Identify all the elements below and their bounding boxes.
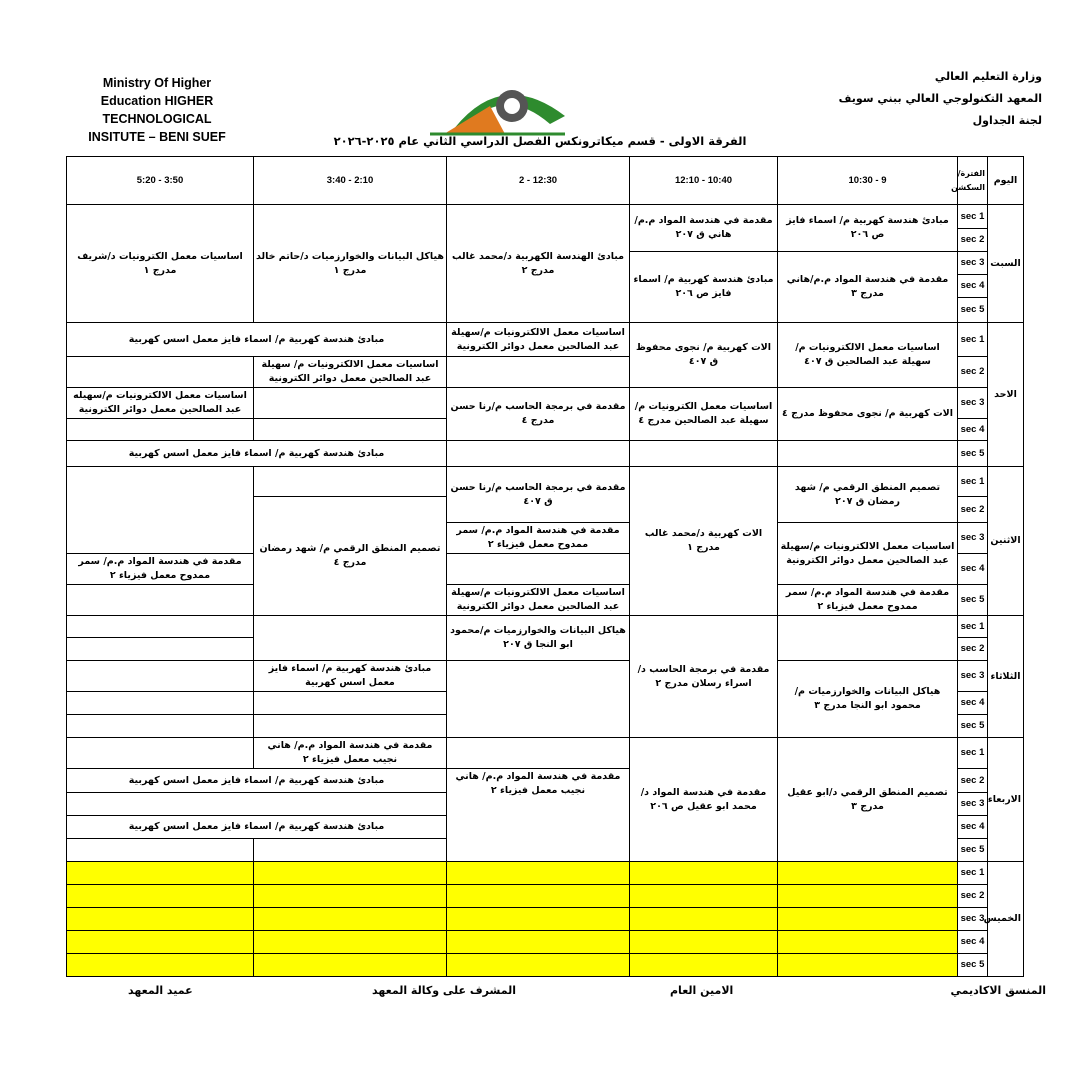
signature-coordinator: المنسق الاكاديمي bbox=[950, 984, 1046, 997]
section-label: sec 2 bbox=[958, 638, 988, 661]
schedule-cell: مبادئ هندسة كهربية م/ اسماء فايز معمل اسس كهربية bbox=[67, 816, 447, 839]
schedule-cell bbox=[67, 715, 254, 738]
schedule-cell bbox=[630, 441, 778, 467]
schedule-cell: مقدمة في هندسة المواد م.م/هاني ق ٢٠٧ bbox=[630, 205, 778, 252]
section-label: sec 5 bbox=[958, 954, 988, 977]
schedule-cell: مقدمة في برمجة الحاسب د/اسراء رسلان مدرج ٢ bbox=[630, 616, 778, 738]
section-label: sec 4 bbox=[958, 554, 988, 585]
schedule-cell: مبادئ هندسة كهربية م/ اسماء فايز ص ٢٠٦ bbox=[630, 252, 778, 323]
schedule-cell bbox=[778, 862, 958, 885]
schedule-cell: مقدمة في برمجة الحاسب م/رنا حسن مدرج ٤ bbox=[447, 388, 630, 441]
schedule-cell: الات كهربية د/محمد غالب مدرج ١ bbox=[630, 467, 778, 616]
day-label: الاربعاء bbox=[988, 738, 1024, 862]
schedule-cell bbox=[67, 585, 254, 616]
header-en-line: Education HIGHER bbox=[100, 94, 214, 108]
section-label: sec 2 bbox=[958, 497, 988, 523]
schedule-cell bbox=[67, 885, 254, 908]
schedule-cell: هياكل البيانات والخوارزميات د/حاتم خالد مدرج ١ bbox=[254, 205, 447, 323]
slot-header: 2:10 - 3:40 bbox=[254, 157, 447, 205]
schedule-cell: تصميم المنطق الرقمي م/ شهد رمضان ق ٢٠٧ bbox=[778, 467, 958, 523]
section-label: sec 2 bbox=[958, 229, 988, 252]
schedule-cell bbox=[254, 692, 447, 715]
schedule-cell bbox=[254, 388, 447, 419]
schedule-cell bbox=[778, 885, 958, 908]
schedule-cell bbox=[778, 908, 958, 931]
section-label: sec 3 bbox=[958, 661, 988, 692]
schedule-cell: اساسيات معمل الالكترونيات م/سهيله عبد الصالحين معمل دوائر الكترونية bbox=[67, 388, 254, 419]
schedule-table bbox=[66, 156, 1024, 977]
schedule-cell: مقدمة في هندسة المواد م.م/هاني مدرج ٣ bbox=[778, 252, 958, 323]
section-label: sec 3 bbox=[958, 793, 988, 816]
schedule-cell bbox=[447, 931, 630, 954]
schedule-cell: اساسيات معمل الالكترونيات م/ سهيلة عبد الصالحين ق ٤٠٧ bbox=[778, 323, 958, 388]
section-label: sec 5 bbox=[958, 839, 988, 862]
header-arabic bbox=[812, 66, 1042, 132]
schedule-cell bbox=[254, 715, 447, 738]
header-ar-line: وزارة التعليم العالي bbox=[934, 70, 1042, 83]
schedule-cell bbox=[254, 862, 447, 885]
schedule-cell: مبادئ الهندسة الكهربية د/محمد غالب مدرج ٢ bbox=[447, 205, 630, 323]
schedule-cell bbox=[447, 441, 630, 467]
schedule-cell bbox=[630, 885, 778, 908]
day-label: الخميس bbox=[988, 862, 1024, 977]
section-label: sec 5 bbox=[958, 585, 988, 616]
section-label: sec 1 bbox=[958, 205, 988, 229]
schedule-cell bbox=[254, 419, 447, 441]
section-label: sec 5 bbox=[958, 298, 988, 323]
schedule-cell bbox=[67, 661, 254, 692]
section-label: sec 4 bbox=[958, 692, 988, 715]
schedule-cell: هياكل البيانات والخوارزميات م/محمود ابو النجا مدرج ٣ bbox=[778, 661, 958, 738]
section-label: sec 2 bbox=[958, 769, 988, 793]
schedule-cell bbox=[254, 954, 447, 977]
schedule-cell bbox=[447, 954, 630, 977]
schedule-cell bbox=[630, 862, 778, 885]
schedule-cell: مبادئ هندسة كهربية م/ اسماء فايز معمل اسس كهربية bbox=[254, 661, 447, 692]
section-label: sec 3 bbox=[958, 523, 988, 554]
schedule-cell bbox=[630, 908, 778, 931]
section-label: sec 4 bbox=[958, 275, 988, 298]
section-label: sec 1 bbox=[958, 616, 988, 638]
schedule-cell: مقدمة في هندسة المواد م.م/ سمر ممدوح معمل فيزياء ٢ bbox=[778, 585, 958, 616]
schedule-cell: مقدمة في هندسة المواد م.م/ سمر ممدوح معمل فيزياء ٢ bbox=[67, 554, 254, 585]
signature-secretary: الامين العام bbox=[670, 984, 734, 997]
schedule-cell: مقدمة في هندسة المواد د/محمد ابو عقيل ص ٢٠٦ bbox=[630, 738, 778, 862]
signature-supervisor: المشرف على وكالة المعهد bbox=[372, 984, 516, 997]
schedule-cell bbox=[447, 738, 630, 769]
section-label: sec 3 bbox=[958, 252, 988, 275]
section-label: sec 2 bbox=[958, 885, 988, 908]
schedule-cell bbox=[67, 839, 254, 862]
schedule-cell bbox=[67, 793, 447, 816]
day-label: الاحد bbox=[988, 323, 1024, 467]
day-label: الاثنين bbox=[988, 467, 1024, 616]
schedule-cell bbox=[67, 738, 254, 769]
section-label: sec 2 bbox=[958, 357, 988, 388]
section-label: sec 5 bbox=[958, 715, 988, 738]
section-label: sec 1 bbox=[958, 467, 988, 497]
section-label: sec 4 bbox=[958, 931, 988, 954]
schedule-cell: اساسيات معمل الالكترونيات م/سهيلة عبد الصالحين معمل دوائر الكترونية bbox=[778, 523, 958, 585]
schedule-cell: مقدمة في هندسة المواد م.م/ سمر ممدوح معمل فيزياء ٢ bbox=[447, 523, 630, 554]
schedule-cell: مبادئ هندسة كهربية م/ اسماء فايز ص ٢٠٦ bbox=[778, 205, 958, 252]
schedule-cell: اساسيات معمل الالكترونيات م/سهيلة عبد الصالحين معمل دوائر الكترونية bbox=[447, 323, 630, 357]
schedule-cell bbox=[778, 954, 958, 977]
schedule-cell: اساسيات معمل الالكترونيات م/ سهيلة عبد الصالحين معمل دوائر الكترونية bbox=[254, 357, 447, 388]
day-label: السبت bbox=[988, 205, 1024, 323]
slot-header: 12:30 - 2 bbox=[447, 157, 630, 205]
header-en-line: INSITUTE – BENI SUEF bbox=[88, 130, 226, 144]
schedule-cell: مبادئ هندسة كهربية م/ اسماء فايز معمل اسس كهربية bbox=[67, 441, 447, 467]
day-header: اليوم bbox=[988, 157, 1024, 205]
slot-header: 9 - 10:30 bbox=[778, 157, 958, 205]
header-en-line: TECHNOLOGICAL bbox=[102, 112, 212, 126]
schedule-cell: مقدمة في هندسة المواد م.م/ هاني نجيب معمل فيزياء ٢ bbox=[447, 769, 630, 862]
schedule-cell bbox=[254, 885, 447, 908]
section-label: sec 4 bbox=[958, 816, 988, 839]
schedule-cell: مبادئ هندسة كهربية م/ اسماء فايز معمل اسس كهربية bbox=[67, 323, 447, 357]
schedule-cell bbox=[67, 954, 254, 977]
schedule-cell: الات كهربية م/ نجوى محفوظ ق ٤٠٧ bbox=[630, 323, 778, 388]
schedule-cell bbox=[254, 616, 447, 661]
header-ar-line: لجنة الجداول bbox=[972, 114, 1042, 127]
header-en-line: Ministry Of Higher bbox=[102, 76, 212, 90]
section-label: sec 1 bbox=[958, 738, 988, 769]
schedule-cell: اساسيات معمل الكترونيات د/شريف مدرج ١ bbox=[67, 205, 254, 323]
section-label: sec 1 bbox=[958, 862, 988, 885]
schedule-cell bbox=[254, 908, 447, 931]
slot-header: 10:40 - 12:10 bbox=[630, 157, 778, 205]
schedule-cell: مبادئ هندسة كهربية م/ اسماء فايز معمل اسس كهربية bbox=[67, 769, 447, 793]
schedule-cell: اساسيات معمل الكترونيات م/ سهيلة عبد الصالحين مدرج ٤ bbox=[630, 388, 778, 441]
schedule-cell bbox=[67, 931, 254, 954]
schedule-cell bbox=[630, 954, 778, 977]
signature-dean: عميد المعهد bbox=[128, 984, 193, 997]
section-label: sec 1 bbox=[958, 323, 988, 357]
schedule-cell: مقدمة في هندسة المواد م.م/ هاني نجيب معمل فيزياء ٢ bbox=[254, 738, 447, 769]
header-english bbox=[72, 74, 242, 146]
slot-header: 3:50 - 5:20 bbox=[67, 157, 254, 205]
schedule-cell bbox=[67, 467, 254, 554]
schedule-cell bbox=[67, 616, 254, 638]
schedule-cell bbox=[447, 885, 630, 908]
schedule-cell bbox=[67, 357, 254, 388]
schedule-cell: اساسيات معمل الالكترونيات م/سهيلة عبد الصالحين معمل دوائر الكترونية bbox=[447, 585, 630, 616]
schedule-cell bbox=[67, 862, 254, 885]
schedule-cell: تصميم المنطق الرقمي د/ابو عقيل مدرج ٣ bbox=[778, 738, 958, 862]
schedule-cell bbox=[778, 441, 958, 467]
institute-logo-icon bbox=[430, 76, 570, 136]
schedule-cell bbox=[447, 862, 630, 885]
period-header: الفترة/ السكشن bbox=[958, 157, 988, 205]
schedule-cell bbox=[254, 839, 447, 862]
schedule-cell: مقدمة في برمجة الحاسب م/رنا حسن ق ٤٠٧ bbox=[447, 467, 630, 523]
schedule-cell bbox=[67, 419, 254, 441]
schedule-cell bbox=[67, 692, 254, 715]
schedule-cell: هياكل البيانات والخوارزميات م/محمود ابو النجا ق ٢٠٧ bbox=[447, 616, 630, 661]
section-label: sec 3 bbox=[958, 908, 988, 931]
schedule-cell bbox=[630, 931, 778, 954]
schedule-cell bbox=[447, 661, 630, 738]
section-label: sec 4 bbox=[958, 419, 988, 441]
schedule-cell bbox=[778, 616, 958, 661]
schedule-cell bbox=[447, 908, 630, 931]
schedule-cell: الات كهربية م/ نجوى محفوظ مدرج ٤ bbox=[778, 388, 958, 441]
schedule-cell bbox=[447, 554, 630, 585]
day-label: الثلاثاء bbox=[988, 616, 1024, 738]
header-ar-line: المعهد التكنولوجي العالي ببني سويف bbox=[838, 92, 1042, 105]
schedule-cell bbox=[778, 931, 958, 954]
schedule-cell bbox=[254, 467, 447, 497]
schedule-cell bbox=[254, 931, 447, 954]
schedule-cell bbox=[67, 908, 254, 931]
schedule-title: الفرقة الاولى - قسم ميكاترونكس الفصل الدراسي الثاني عام ٢٠٢٥-٢٠٢٦ bbox=[333, 134, 747, 148]
section-label: sec 3 bbox=[958, 388, 988, 419]
schedule-cell bbox=[447, 357, 630, 388]
section-label: sec 5 bbox=[958, 441, 988, 467]
schedule-cell: تصميم المنطق الرقمي م/ شهد رمضان مدرج ٤ bbox=[254, 497, 447, 616]
schedule-cell bbox=[67, 638, 254, 661]
